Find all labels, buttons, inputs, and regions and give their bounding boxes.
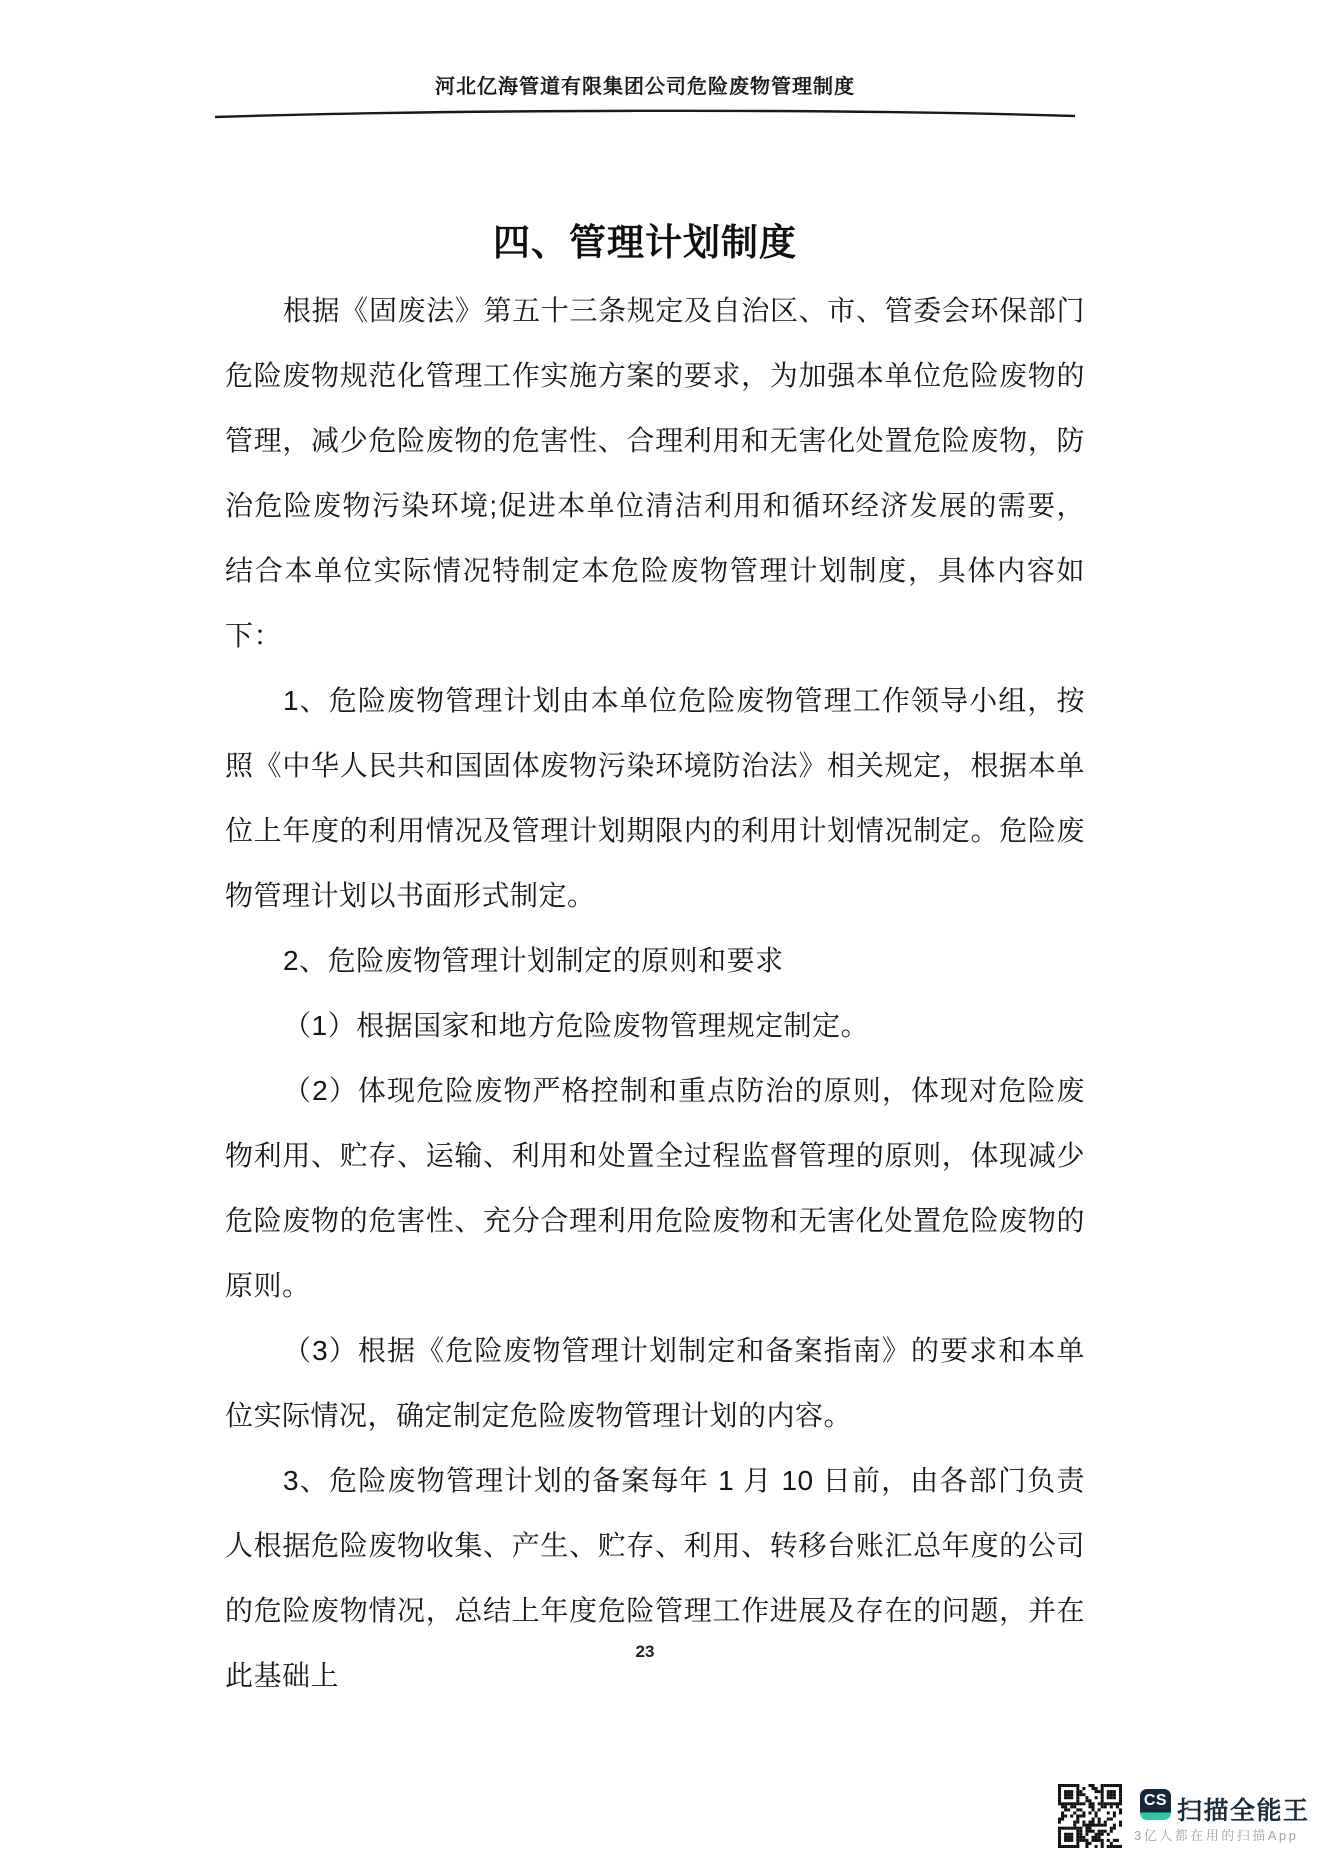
header-rule: [213, 106, 1077, 120]
paragraph-item-2-2: （2）体现危险废物严格控制和重点防治的原则，体现对危险废物利用、贮存、运输、利用和处置全过程监督管理的原则，体现减少危险废物的危害性、充分合理利用危险废物和无害化处置危险废物的原则。: [225, 1075, 1085, 1301]
camscanner-app-name: 扫描全能王: [1177, 1797, 1310, 1825]
page-number: 23: [635, 1642, 655, 1661]
document-header-title: 河北亿海管道有限集团公司危险废物管理制度: [435, 76, 855, 98]
paragraph-intro: 根据《固废法》第五十三条规定及自治区、市、管委会环保部门危险废物规范化管理工作实施方案的要求，为加强本单位危险废物的管理，减少危险废物的危害性、合理利用和无害化处置危险废物，防治危险废物污染环境;促进本单位清洁利用和循环经济发展的需要，结合本单位实际情况特制定本危险废物管理计划制度，具体内容如下：: [225, 295, 1085, 651]
camscanner-logo-initials: CS: [1143, 1792, 1168, 1809]
camscanner-tagline: 3亿人都在用的扫描App: [1134, 1828, 1299, 1843]
camscanner-logo-icon: [1140, 1789, 1171, 1820]
qr-code: [1058, 1784, 1122, 1848]
paragraph-item-2-1: （1）根据国家和地方危险废物管理规定制定。: [283, 1010, 870, 1041]
page-title: 四、管理计划制度: [493, 222, 797, 263]
paragraph-item-3: 3、危险废物管理计划的备案每年 1 月 10 日前，由各部门负责人根据危险废物收集、产生、贮存、利用、转移台账汇总年度的公司的危险废物情况，总结上年度危险管理工作进展及存在的问题，并在此基础上: [225, 1465, 1085, 1691]
document-body: [225, 278, 1085, 1708]
paragraph-item-1: 1、危险废物管理计划由本单位危险废物管理工作领导小组，按照《中华人民共和国固体废物污染环境防治法》相关规定，根据本单位上年度的利用情况及管理计划期限内的利用计划情况制定。危险废物管理计划以书面形式制定。: [225, 685, 1085, 911]
paragraph-item-2-3: （3）根据《危险废物管理计划制定和备案指南》的要求和本单位实际情况，确定制定危险废物管理计划的内容。: [225, 1335, 1085, 1431]
paragraph-item-2: 2、危险废物管理计划制定的原则和要求: [283, 945, 784, 976]
